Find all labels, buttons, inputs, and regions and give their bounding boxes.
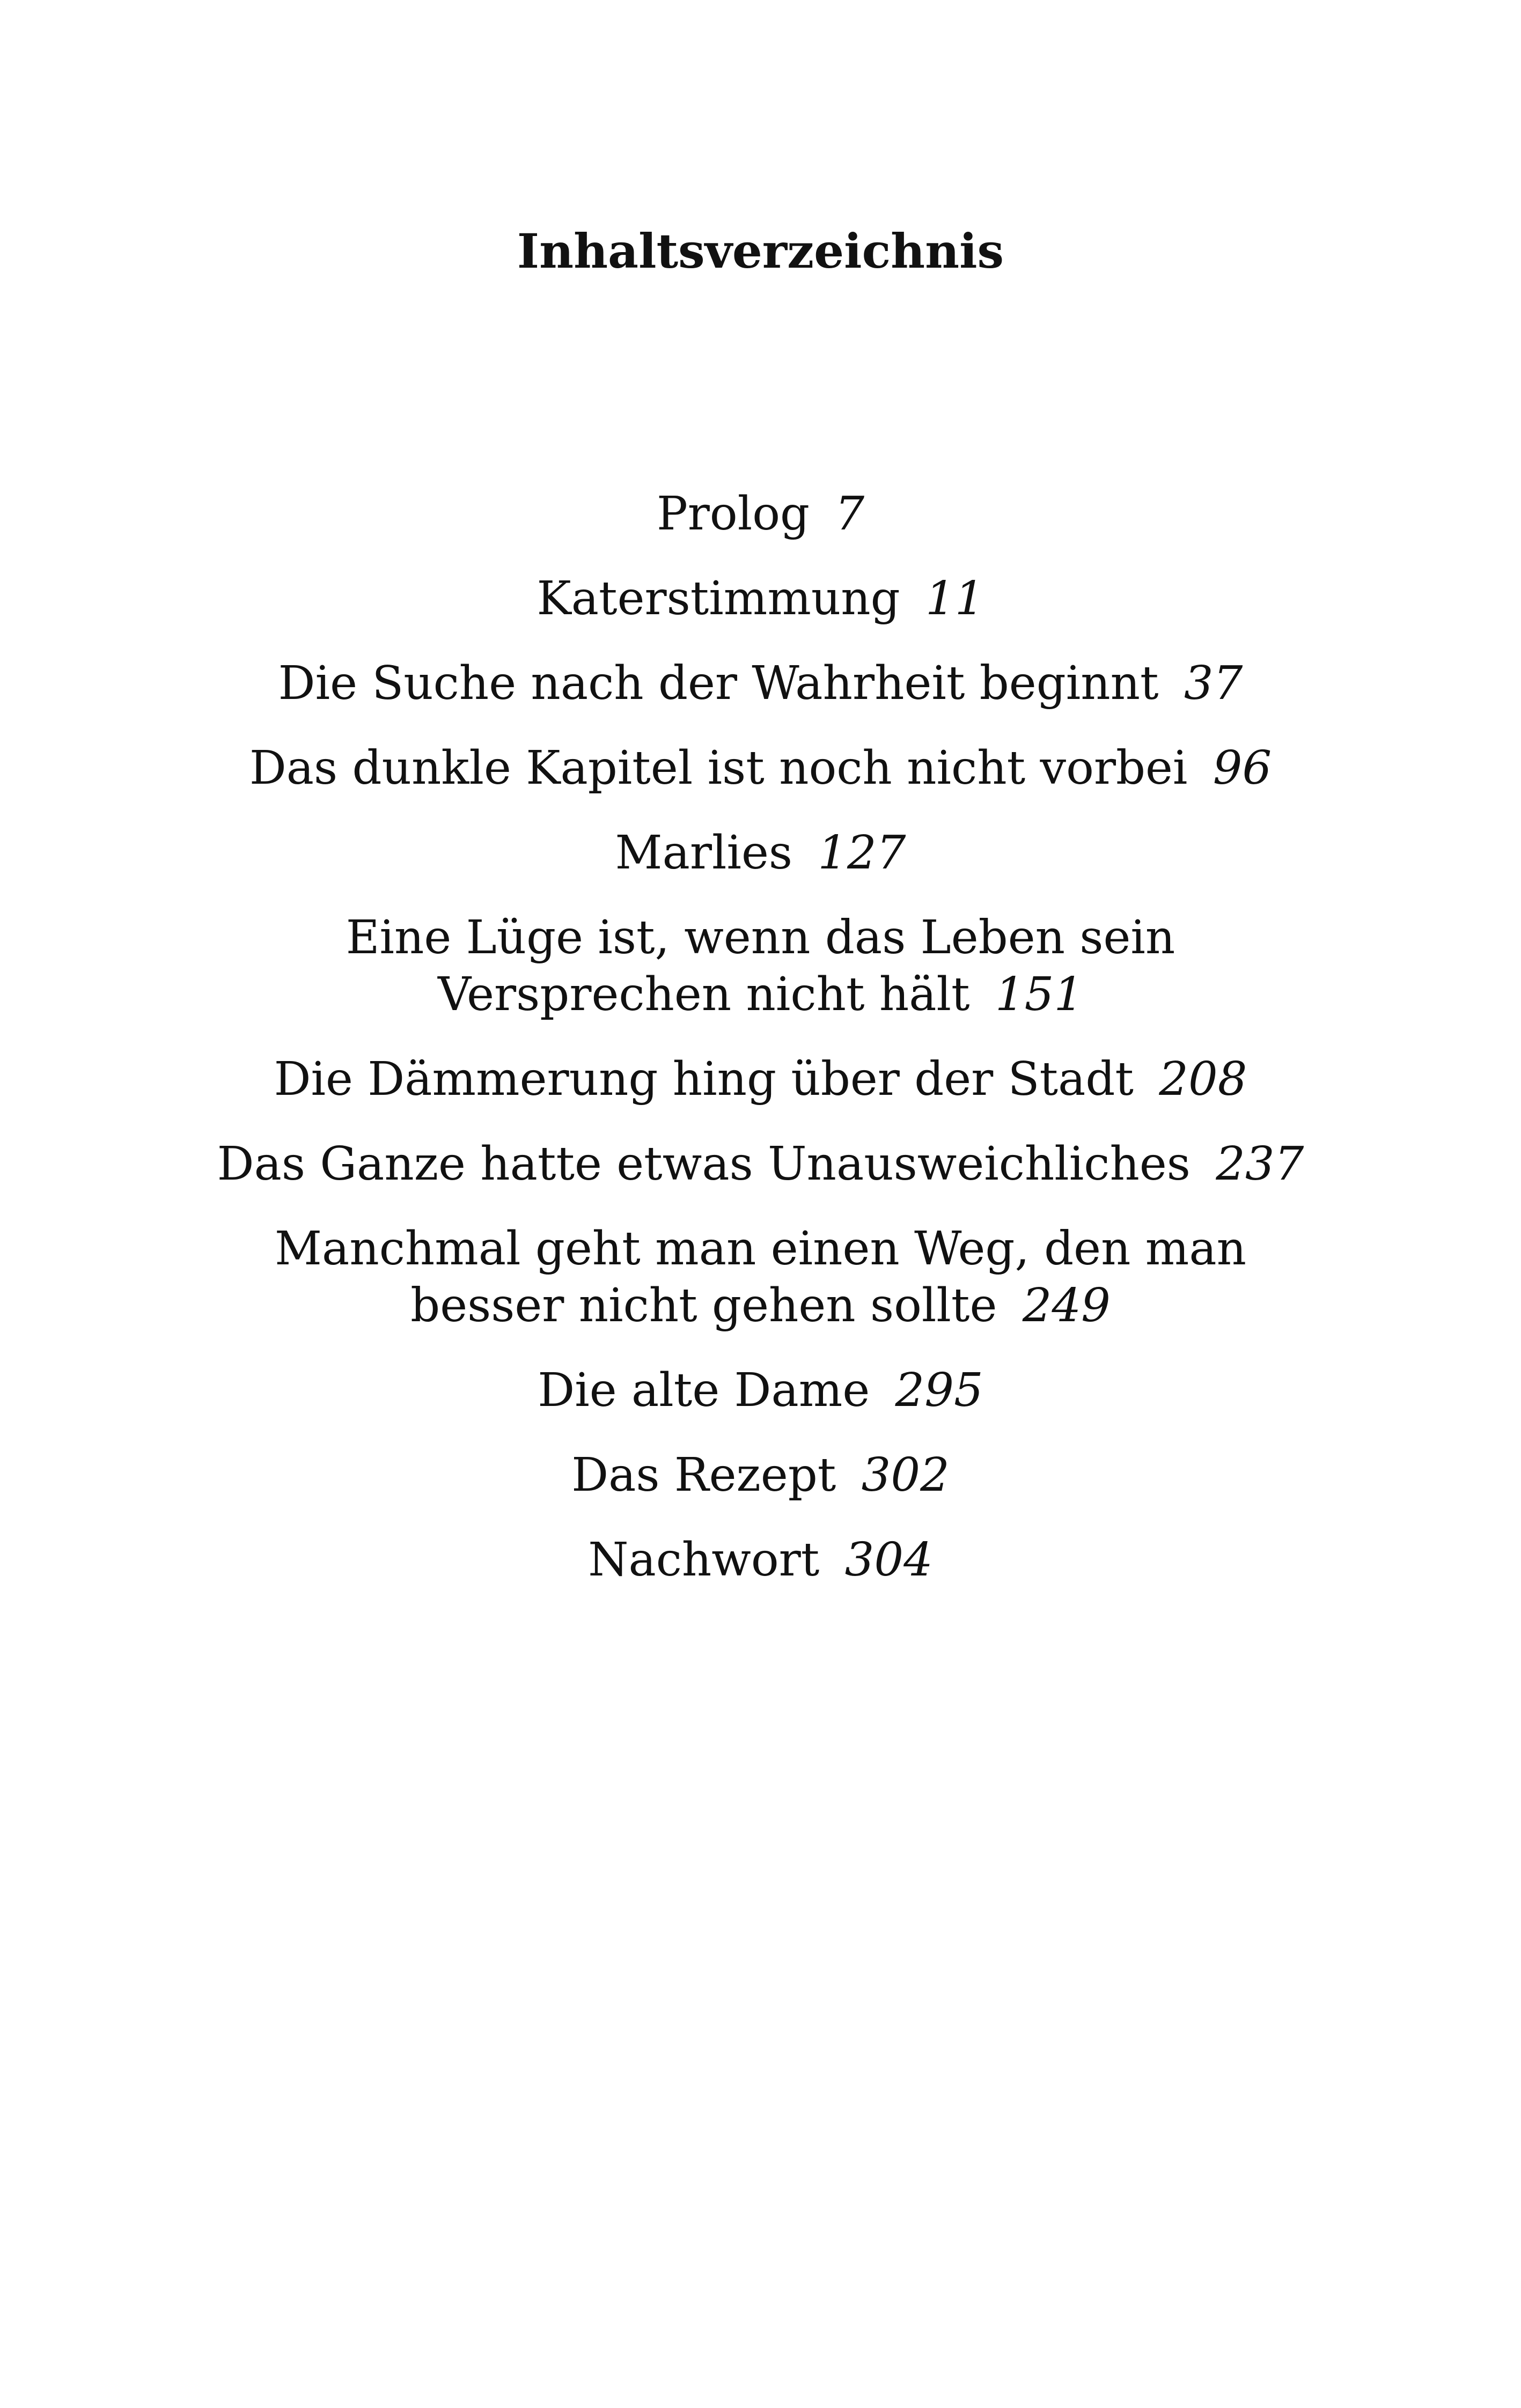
- toc-entry-page: 37: [1184, 657, 1243, 710]
- toc-entry: [204, 1051, 1317, 1108]
- toc-entry-page: 304: [844, 1533, 933, 1587]
- toc-entry-title: Katerstimmung: [537, 572, 900, 625]
- toc-entry-title: Das dunkle Kapitel ist noch nicht vorbei: [249, 741, 1188, 795]
- toc-entry-page: 127: [818, 826, 906, 880]
- toc-entry-page: 249: [1022, 1279, 1111, 1332]
- toc-entry: [204, 570, 1317, 627]
- page-title: Inhaltsverzeichnis: [517, 223, 1004, 279]
- toc-entry-page: 151: [995, 968, 1084, 1021]
- toc-entry-page: 295: [895, 1364, 983, 1417]
- toc-entry-title: Nachwort: [588, 1533, 820, 1587]
- toc-entry: [204, 740, 1317, 797]
- toc-entry-page: 96: [1213, 741, 1272, 795]
- toc-entry: [204, 824, 1317, 881]
- toc-entry-title: Die Suche nach der Wahrheit beginnt: [278, 657, 1159, 710]
- toc-entry: [204, 1362, 1317, 1419]
- toc-entry: [204, 655, 1317, 712]
- toc-entry-page: 11: [925, 572, 984, 625]
- toc-entry-title: Prolog: [656, 487, 810, 541]
- toc-entry: [204, 909, 1317, 1023]
- toc-entry: [204, 485, 1317, 542]
- toc-entry: [204, 1447, 1317, 1504]
- toc-entry-title: Die Dämmerung hing über der Stadt: [274, 1052, 1134, 1106]
- toc-entry-title: Eine Lüge ist, wenn das Leben sein Versprechen nicht hält: [346, 911, 1175, 1021]
- toc-entry-title: Das Ganze hatte etwas Unausweichliches: [217, 1137, 1191, 1191]
- table-of-contents: [204, 485, 1317, 1616]
- toc-entry-title: Die alte Dame: [538, 1364, 870, 1417]
- toc-entry: [204, 1220, 1317, 1334]
- toc-entry-title: Manchmal geht man einen Weg, den man besser nicht gehen sollte: [275, 1222, 1246, 1332]
- toc-entry-title: Marlies: [615, 826, 793, 880]
- toc-entry-page: 7: [835, 487, 865, 541]
- toc-entry-page: 208: [1159, 1052, 1247, 1106]
- toc-entry: [204, 1531, 1317, 1588]
- toc-entry-title: Das Rezept: [571, 1448, 836, 1502]
- toc-entry: [204, 1136, 1317, 1192]
- toc-entry-page: 237: [1216, 1137, 1304, 1191]
- toc-entry-page: 302: [861, 1448, 950, 1502]
